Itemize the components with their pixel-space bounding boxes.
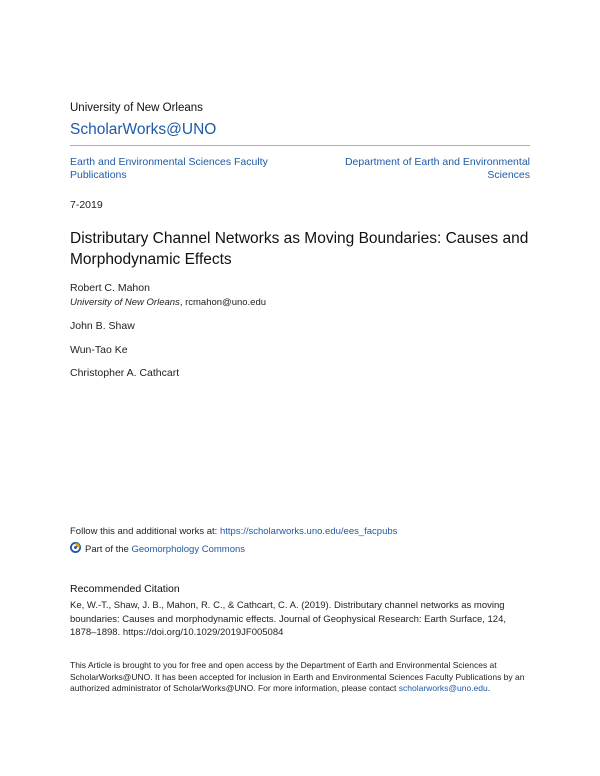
university-name: University of New Orleans bbox=[70, 102, 203, 114]
follow-text: Follow this and additional works at: bbox=[70, 526, 220, 537]
contact-email-link[interactable]: scholarworks@uno.edu bbox=[398, 683, 488, 694]
collection-link-right[interactable]: Department of Earth and Environmental Sciences bbox=[344, 156, 530, 181]
article-title: Distributary Channel Networks as Moving Boundaries: Causes and Morphodynamic Effects bbox=[70, 230, 529, 268]
author-name: Wun-Tao Ke bbox=[70, 344, 128, 356]
citation-text: Ke, W.-T., Shaw, J. B., Mahon, R. C., & Cathcart, C. A. (2019). Distributary channel networks as moving boundaries: Causes and morphodynamic effects. Journal of Geophysical Research: Earth Surface, 124, 1878–1898. https://doi.org/10.1029/2019JF005084 bbox=[70, 600, 507, 638]
footer-end: . bbox=[487, 683, 491, 694]
author-name: Christopher A. Cathcart bbox=[70, 367, 180, 379]
author-name: John B. Shaw bbox=[70, 320, 135, 332]
network-commons-icon bbox=[70, 542, 85, 556]
author-affiliation bbox=[70, 297, 266, 308]
citation-heading: Recommended Citation bbox=[70, 583, 180, 595]
site-name-link[interactable]: ScholarWorks@UNO bbox=[70, 121, 217, 138]
author-name: Robert C. Mahon bbox=[70, 282, 150, 294]
collection-link-left[interactable]: Earth and Environmental Sciences Faculty Publications bbox=[70, 156, 268, 181]
footer-notice bbox=[70, 660, 530, 695]
part-of-line bbox=[70, 542, 245, 556]
header-divider bbox=[70, 145, 530, 146]
publication-date: 7-2019 bbox=[70, 199, 103, 211]
part-of-prefix: Part of the bbox=[85, 543, 129, 555]
footer-text: This Article is brought to you for free and open access by the Department of Earth and Environmental Sciences at ScholarWorks@UNO. It has been accepted for inclusion in Earth and Environmental Sciences Faculty Publications by an authorized administrator of ScholarWorks@UNO. For more information, please contact bbox=[70, 660, 525, 694]
follow-line bbox=[70, 526, 397, 537]
commons-link[interactable]: Geomorphology Commons bbox=[131, 543, 246, 555]
author-email: , rcmahon@uno.edu bbox=[179, 297, 267, 308]
affiliation-name: University of New Orleans bbox=[70, 297, 180, 308]
follow-link[interactable]: https://scholarworks.uno.edu/ees_facpubs bbox=[219, 526, 398, 537]
